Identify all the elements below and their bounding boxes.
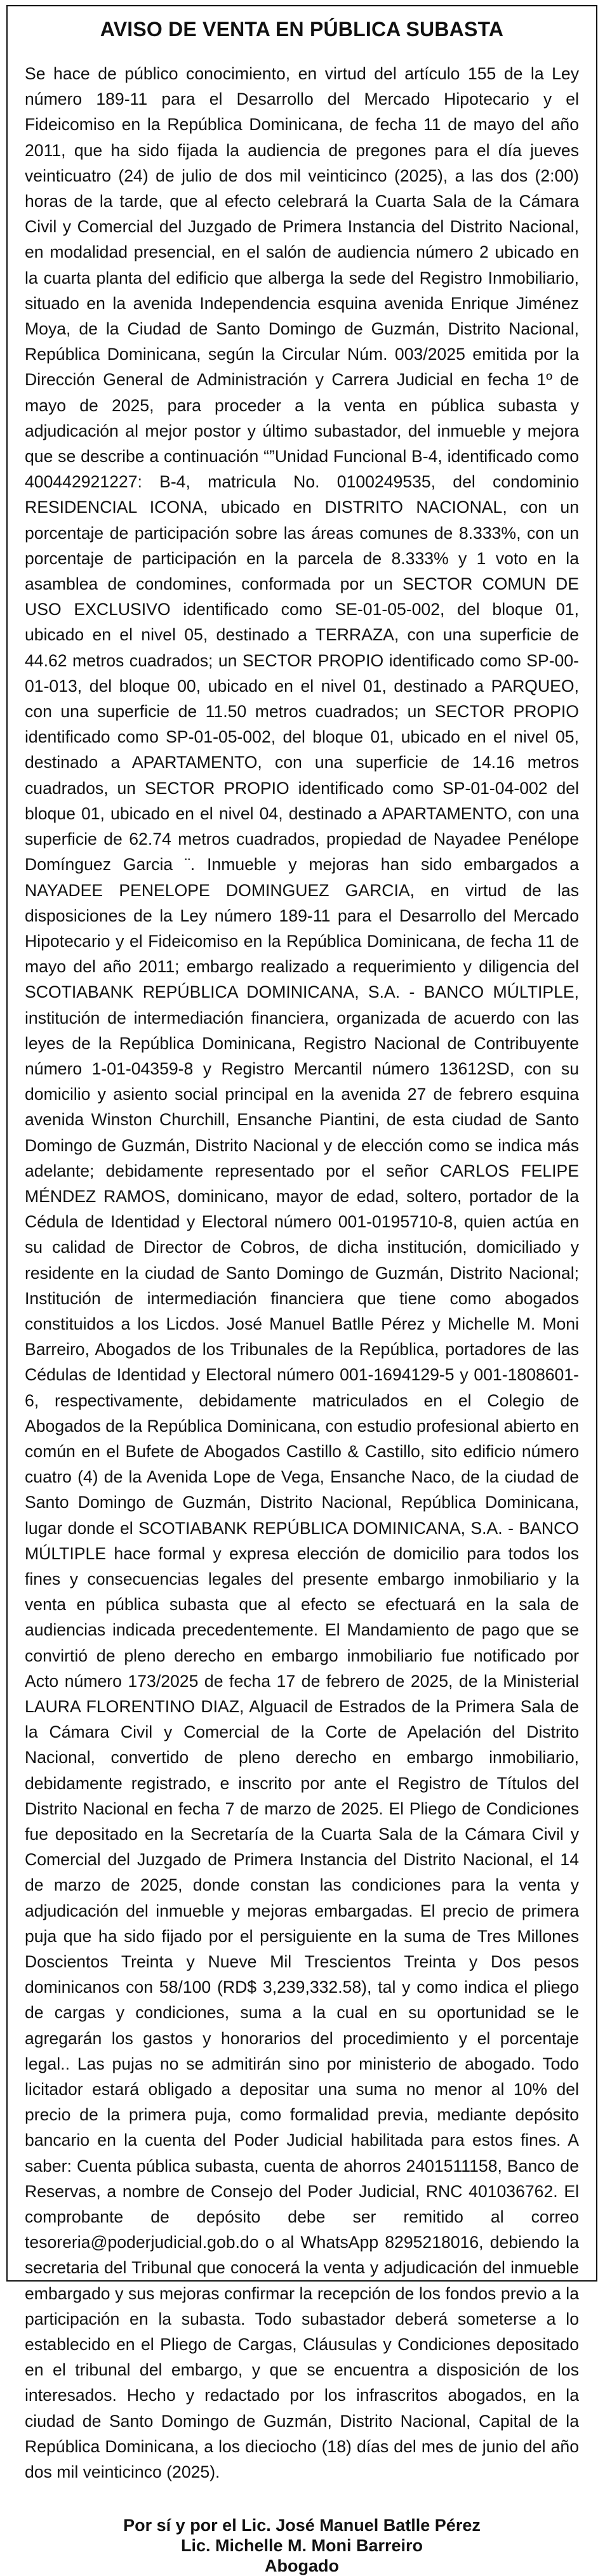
signature-line-3: Abogado: [265, 2556, 339, 2576]
auction-notice: [6, 5, 597, 2576]
signature-block: [8, 2515, 596, 2576]
notice-body: Se hace de público conocimiento, en virtud del artículo 155 de la Ley número 189-11 para el Desarrollo del Mercado Hipotecario y el Fideicomiso en la República Dominicana, de fecha 11 de mayo del año 2011, que ha sido fijada la audiencia de pregones para el día jueves veinticuatro (24) de julio de dos mil veinticinco (2025), a las dos (2:00) horas de la tarde, que al efecto celebrará la Cuarta Sala de la Cámara Civil y Comercial del Juzgado de Primera Instancia del Distrito Nacional, en modalidad presencial, en el salón de audiencia número 2 ubicado en la cuarta planta del edificio que alberga la sede del Registro Inmobiliario, situado en la avenida Independencia esquina avenida Enrique Jiménez Moya, de la Ciudad de Santo Domingo de Guzmán, Distrito Nacional, República Dominicana, según la Circular Núm. 003/2025 emitida por la Dirección General de Administración y Carrera Judicial en fecha 1º de mayo de 2025, para proceder a la venta en pública subasta y adjudicación al mejor postor y último subastador, del inmueble y mejora que se describe a continuación “”Unidad Funcional B-4, identificado como 400442921227: B-4, matricula No. 0100249535, del condominio RESIDENCIAL ICONA, ubicado en DISTRITO NACIONAL, con un porcentaje de participación sobre las áreas comunes de 8.333%, con un porcentaje de participación en la parcela de 8.333% y 1 voto en la asamblea de condomines, conformada por un SECTOR COMUN DE USO EXCLUSIVO identificado como SE-01-05-002, del bloque 01, ubicado en el nivel 05, destinado a TERRAZA, con una superficie de 44.62 metros cuadrados; un SECTOR PROPIO identificado como SP-00-01-013, del bloque 00, ubicado en el nivel 01, destinado a PARQUEO, con una superficie de 11.50 metros cuadrados; un SECTOR PROPIO identificado como SP-01-05-002, del bloque 01, ubicado en el nivel 05, destinado a APARTAMENTO, con una superficie de 14.16 metros cuadrados, un SECTOR PROPIO identificado como SP-01-04-002 del bloque 01, ubicado en el nivel 04, destinado a APARTAMENTO, con una superficie de 62.74 metros cuadrados, propiedad de Nayadee Penélope Domínguez Garcia ¨. Inmueble y mejoras han sido embargados a NAYADEE PENELOPE DOMINGUEZ GARCIA, en virtud de las disposiciones de la Ley número 189-11 para el Desarrollo del Mercado Hipotecario y el Fideicomiso en la República Dominicana, de fecha 11 de mayo del año 2011; embargo realizado a requerimiento y diligencia del SCOTIABANK REPÚBLICA DOMINICANA, S.A. - BANCO MÚLTIPLE, institución de intermediación financiera, organizada de acuerdo con las leyes de la República Dominicana, Registro Nacional de Contribuyente número 1-01-04359-8 y Registro Mercantil número 13612SD, con su domicilio y asiento social principal en la avenida 27 de febrero esquina avenida Winston Churchill, Ensanche Piantini, de esta ciudad de Santo Domingo de Guzmán, Distrito Nacional y de elección como se indica más adelante; debidamente representado por el señor CARLOS FELIPE MÉNDEZ RAMOS, dominicano, mayor de edad, soltero, portador de la Cédula de Identidad y Electoral número 001-0195710-8, quien actúa en su calidad de Director de Cobros, de dicha institución, domiciliado y residente en la ciudad de Santo Domingo de Guzmán, Distrito Nacional; Institución de intermediación financiera que tiene como abogados constituidos a los Licdos. José Manuel Batlle Pérez y Michelle M. Moni Barreiro, Abogados de los Tribunales de la República, portadores de las Cédulas de Identidad y Electoral número 001-1694129-5 y 001-1808601-6, respectivamente, debidamente matriculados en el Colegio de Abogados de la República Dominicana, con estudio profesional abierto en común en el Bufete de Abogados Castillo & Castillo, sito edificio número cuatro (4) de la Avenida Lope de Vega, Ensanche Naco, de la ciudad de Santo Domingo de Guzmán, Distrito Nacional, República Dominicana, lugar donde el SCOTIABANK REPÚBLICA DOMINICANA, S.A. - BANCO MÚLTIPLE hace formal y expresa elección de domicilio para todos los fines y consecuencias legales del presente embargo inmobiliario y la venta en pública subasta que al efecto se efectuará en la sala de audiencias indicada precedentemente. El Mandamiento de pago que se convirtió de pleno derecho en embargo inmobiliario fue notificado por Acto número 173/2025 de fecha 17 de febrero de 2025, de la Ministerial LAURA FLORENTINO DIAZ, Alguacil de Estrados de la Primera Sala de la Cámara Civil y Comercial de la Corte de Apelación del Distrito Nacional, convertido de pleno derecho en embargo inmobiliario, debidamente registrado, e inscrito por ante el Registro de Títulos del Distrito Nacional en fecha 7 de marzo de 2025. El Pliego de Condiciones fue depositado en la Secretaría de la Cuarta Sala de la Cámara Civil y Comercial del Juzgado de Primera Instancia del Distrito Nacional, el 14 de marzo de 2025, donde constan las condiciones para la venta y adjudicación del inmueble y mejoras embargadas. El precio de primera puja que ha sido fijado por el persiguiente en la suma de Tres Millones Doscientos Treinta y Nueve Mil Trescientos Treinta y Dos pesos dominicanos con 58/100 (RD$ 3,239,332.58), tal y como indica el pliego de cargas y condiciones, suma a la cual en su oportunidad se le agregarán los gastos y honorarios del procedimiento y el porcentaje legal.. Las pujas no se admitirán sino por ministerio de abogado. Todo licitador estará obligado a depositar una suma no menor al 10% del precio de la primera puja, como formalidad previa, mediante depósito bancario en la cuenta del Poder Judicial habilitada para estos fines. A saber: Cuenta pública subasta, cuenta de ahorros 2401511158, Banco de Reservas, a nombre de Consejo del Poder Judicial, RNC 401036762. El comprobante de depósito debe ser remitido al correo tesoreria@poderjudicial.gob.do o al WhatsApp 8295218016, debiendo la secretaria del Tribunal que conocerá la venta y adjudicación del inmueble embargado y sus mejoras confirmar la recepción de los fondos previo a la participación en la subasta. Todo subastador deberá someterse a lo establecido en el Pliego de Cargas, Cláusulas y Condiciones depositado en el tribunal del embargo, y que se encuentra a disposición de los interesados. Hecho y redactado por los infrascritos abogados, en la ciudad de Santo Domingo de Guzmán, Distrito Nacional, Capital de la República Dominicana, a los dieciocho (18) días del mes de junio del año dos mil veinticinco (2025).: [25, 64, 579, 2482]
signature-line-1: Por sí y por el Lic. José Manuel Batlle Pérez: [123, 2516, 481, 2535]
signature-line-2: Lic. Michelle M. Moni Barreiro: [180, 2536, 423, 2556]
notice-title: AVISO DE VENTA EN PÚBLICA SUBASTA: [100, 18, 504, 41]
